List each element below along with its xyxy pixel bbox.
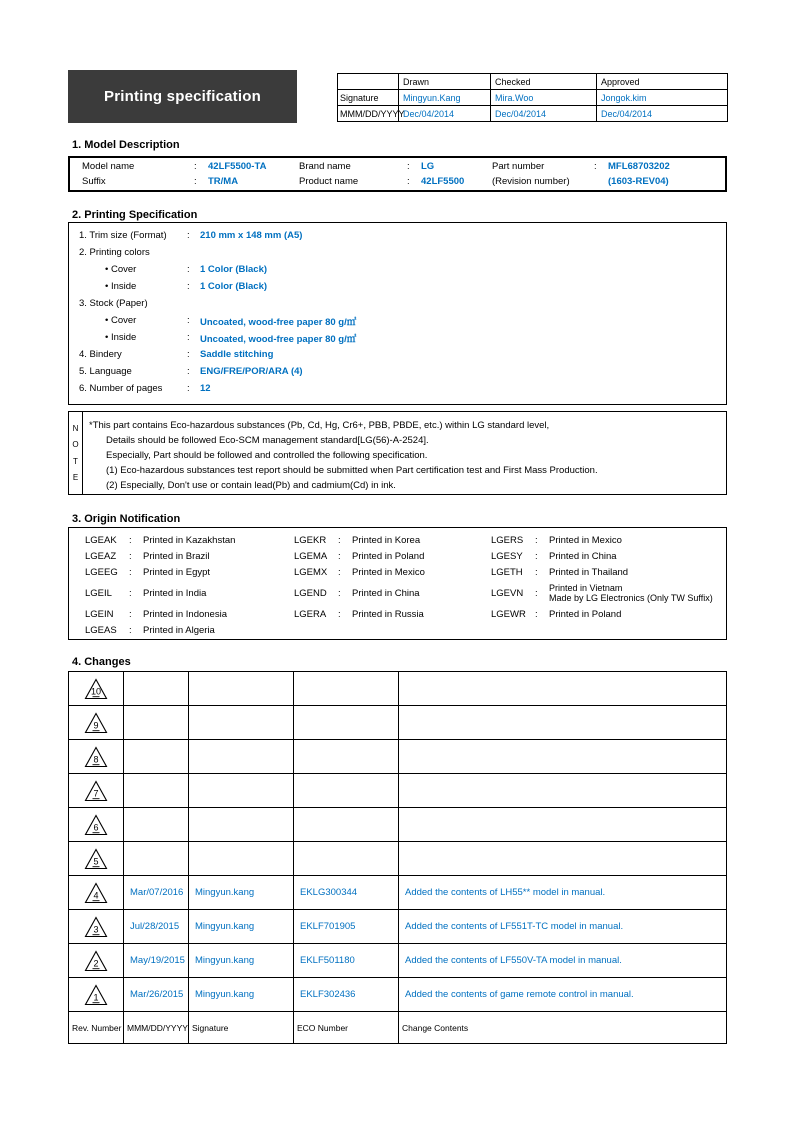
part-number-field: [492, 161, 725, 172]
change-row-10: [69, 672, 726, 706]
change-eco-number: EKLG300344: [294, 876, 399, 909]
origin-entry: [85, 564, 294, 580]
origin-location: Printed in Thailand: [549, 566, 629, 578]
svg-text:9: 9: [93, 720, 99, 730]
change-eco-number: [294, 808, 399, 841]
table-row: [70, 174, 725, 189]
signoff-header-approved: Approved: [597, 74, 728, 90]
change-date: Jul/28/2015: [124, 910, 189, 943]
origin-code: LGEVN: [491, 587, 524, 599]
field-colon: :: [407, 160, 410, 172]
change-signature: [189, 774, 294, 807]
printing-specification-box: [68, 222, 727, 405]
origin-entry: [294, 606, 491, 622]
origin-location: Printed in Mexico: [549, 534, 622, 546]
revision-number-cell: [69, 842, 124, 875]
checked-date-value: Dec/04/2014: [491, 106, 597, 122]
origin-code: LGEND: [294, 587, 327, 599]
origin-colon: :: [535, 566, 538, 578]
origin-location: Printed in China: [549, 550, 617, 562]
note-letter: T: [73, 456, 78, 466]
origin-colon: :: [535, 608, 538, 620]
svg-text:4: 4: [93, 890, 99, 900]
origin-entry: [85, 606, 294, 622]
field-label: Part number: [492, 160, 545, 172]
svg-text:6: 6: [93, 822, 99, 832]
origin-location: [549, 583, 713, 604]
product-name-field: [299, 176, 492, 187]
origin-colon: :: [338, 608, 341, 620]
origin-location: Printed in Korea: [352, 534, 421, 546]
change-row-4: [69, 876, 726, 910]
change-date: [124, 808, 189, 841]
change-row-3: [69, 910, 726, 944]
origin-location: Printed in Brazil: [143, 550, 210, 562]
spec-label: 6. Number of pages: [79, 383, 163, 394]
change-date: May/19/2015: [124, 944, 189, 977]
change-contents: [399, 774, 726, 807]
origin-location-line: Printed in Vietnam: [549, 582, 623, 593]
origin-colon: :: [338, 550, 341, 562]
origin-colon: :: [129, 608, 132, 620]
revision-number-cell: [69, 774, 124, 807]
change-row-2: [69, 944, 726, 978]
origin-entry: [491, 606, 726, 622]
origin-code: LGEAZ: [85, 550, 117, 562]
change-date: [124, 842, 189, 875]
change-eco-number: EKLF302436: [294, 978, 399, 1011]
section-heading-model-description: 1. Model Description: [72, 139, 180, 151]
spec-value: ENG/FRE/POR/ARA (4): [200, 366, 303, 377]
section-heading-printing-specification: 2. Printing Specification: [72, 209, 198, 221]
change-row-9: [69, 706, 726, 740]
field-label: Brand name: [299, 160, 351, 172]
change-date: [124, 706, 189, 739]
change-eco-number: EKLF501180: [294, 944, 399, 977]
svg-text:1: 1: [93, 992, 99, 1002]
origin-entry: [491, 580, 726, 606]
origin-code: LGEKR: [294, 534, 327, 546]
change-date: [124, 740, 189, 773]
date-row-label: MMM/DD/YYYY: [338, 106, 399, 122]
svg-text:10: 10: [90, 686, 102, 696]
spec-label: 5. Language: [79, 366, 132, 377]
changes-col-rev-number: Rev. Number: [69, 1012, 124, 1043]
origin-entry: [85, 622, 294, 638]
spec-colon: :: [187, 349, 190, 360]
table-row: [70, 159, 725, 174]
spec-label: 2. Printing colors: [79, 247, 150, 258]
revision-triangle-icon: [84, 848, 108, 870]
field-colon: :: [407, 176, 410, 188]
note-line: (1) Eco-hazardous substances test report should be submitted when Part certification test and First Mass Production.: [106, 465, 598, 476]
spec-label: • Inside: [105, 332, 137, 343]
changes-table: [68, 671, 727, 1044]
origin-entry: [294, 564, 491, 580]
origin-code: LGEWR: [491, 608, 526, 620]
revision-number-cell: [69, 808, 124, 841]
note-letter: E: [72, 473, 79, 483]
field-label: Suffix: [82, 176, 106, 188]
checked-signature-value: Mira.Woo: [491, 90, 597, 106]
spec-label: • Inside: [105, 281, 137, 292]
revision-triangle-icon: [84, 780, 108, 802]
origin-colon: :: [338, 587, 341, 599]
change-eco-number: [294, 706, 399, 739]
origin-entry: [294, 532, 491, 548]
origin-entry: [85, 580, 294, 606]
revision-number-cell: [69, 706, 124, 739]
section-heading-changes: 4. Changes: [72, 656, 131, 668]
signoff-corner-cell: [338, 74, 399, 90]
svg-text:5: 5: [93, 856, 99, 866]
field-label: Model name: [82, 160, 135, 172]
spec-colon: :: [187, 281, 190, 292]
spec-item-trim-size: [69, 227, 726, 244]
revision-number-cell: [69, 672, 124, 705]
change-contents: [399, 808, 726, 841]
field-value: MFL68703202: [608, 160, 670, 172]
change-row-6: [69, 808, 726, 842]
origin-code: LGEIN: [85, 608, 114, 620]
spec-item-stock-inside: [69, 329, 726, 346]
field-label: Product name: [299, 176, 359, 188]
changes-col-signature: Signature: [189, 1012, 294, 1043]
changes-col-date: MMM/DD/YYYY: [124, 1012, 189, 1043]
note-line: Details should be followed Eco-SCM management standard[LG(56)-A-2524].: [106, 435, 429, 446]
revision-triangle-icon: [84, 814, 108, 836]
svg-text:3: 3: [93, 924, 99, 934]
origin-location: Printed in Indonesia: [143, 608, 227, 620]
change-date: Mar/07/2016: [124, 876, 189, 909]
spec-label: 3. Stock (Paper): [79, 298, 148, 309]
revision-number-cell: [69, 876, 124, 909]
origin-location: Printed in Poland: [549, 608, 622, 620]
spec-item-printing-colors: [69, 244, 726, 261]
note-box: [68, 411, 727, 495]
change-row-5: [69, 842, 726, 876]
origin-location: Printed in India: [143, 587, 207, 599]
spec-colon: :: [187, 230, 190, 241]
note-line: (2) Especially, Don't use or contain lead(Pb) and cadmium(Cd) in ink.: [106, 480, 396, 491]
spec-item-bindery: [69, 346, 726, 363]
origin-location: Printed in China: [352, 587, 420, 599]
change-signature: Mingyun.kang: [189, 978, 294, 1011]
change-eco-number: [294, 740, 399, 773]
revision-triangle-icon: [84, 950, 108, 972]
spec-label: • Cover: [105, 264, 137, 275]
origin-colon: :: [338, 566, 341, 578]
field-value: TR/MA: [208, 176, 239, 188]
change-signature: Mingyun.kang: [189, 876, 294, 909]
origin-entry: [491, 548, 726, 564]
origin-code: LGESY: [491, 550, 523, 562]
field-colon: :: [194, 176, 197, 188]
model-name-field: [82, 161, 299, 172]
origin-colon: :: [129, 534, 132, 546]
change-row-8: [69, 740, 726, 774]
spec-value: 210 mm x 148 mm (A5): [200, 230, 303, 241]
change-eco-number: EKLF701905: [294, 910, 399, 943]
signoff-header-drawn: Drawn: [399, 74, 491, 90]
change-signature: [189, 740, 294, 773]
origin-colon: :: [535, 587, 538, 599]
approved-signature-value: Jongok.kim: [597, 90, 728, 106]
signoff-date-row: [338, 106, 728, 122]
signoff-header-row: [338, 74, 728, 90]
field-colon: :: [194, 160, 197, 172]
origin-entry: [491, 564, 726, 580]
spec-value: Uncoated, wood-free paper 80 g/㎡: [200, 333, 357, 345]
note-letter: N: [72, 423, 79, 433]
change-contents: [399, 672, 726, 705]
revision-triangle-icon: [84, 916, 108, 938]
origin-entry-empty: [294, 622, 491, 638]
origin-code: LGEIL: [85, 587, 112, 599]
spec-item-language: [69, 363, 726, 380]
model-description-table: [68, 156, 727, 192]
field-value: LG: [421, 160, 435, 172]
note-body: [83, 412, 726, 494]
change-contents: Added the contents of LH55** model in manual.: [405, 887, 606, 898]
drawn-signature-value: Mingyun.Kang: [399, 90, 491, 106]
change-date: [124, 672, 189, 705]
origin-code: LGERA: [294, 608, 327, 620]
revision-triangle-icon: [84, 678, 108, 700]
origin-colon: :: [129, 566, 132, 578]
section-heading-origin-notification: 3. Origin Notification: [72, 513, 181, 525]
spec-colon: :: [187, 264, 190, 275]
origin-colon: :: [129, 550, 132, 562]
origin-notification-box: [68, 527, 727, 640]
change-date: Mar/26/2015: [124, 978, 189, 1011]
change-eco-number: [294, 774, 399, 807]
revision-triangle-icon: [84, 882, 108, 904]
change-signature: [189, 706, 294, 739]
origin-code: LGEMA: [294, 550, 328, 562]
origin-entry-empty: [491, 622, 726, 638]
change-signature: Mingyun.kang: [189, 910, 294, 943]
revision-number-cell: [69, 978, 124, 1011]
origin-location: Printed in Egypt: [143, 566, 211, 578]
change-eco-number: [294, 842, 399, 875]
change-row-7: [69, 774, 726, 808]
origin-location: Printed in Mexico: [352, 566, 425, 578]
change-contents: [399, 706, 726, 739]
origin-code: LGEAK: [85, 534, 117, 546]
brand-name-field: [299, 161, 492, 172]
revision-number-cell: [69, 910, 124, 943]
revision-triangle-icon: [84, 712, 108, 734]
origin-colon: :: [535, 550, 538, 562]
field-value: (1603-REV04): [608, 176, 669, 188]
spec-item-colors-inside: [69, 278, 726, 295]
spec-colon: :: [187, 332, 190, 343]
svg-text:8: 8: [93, 754, 99, 764]
spec-colon: :: [187, 383, 190, 394]
origin-code: LGEEG: [85, 566, 118, 578]
change-contents: Added the contents of LF551T-TC model in manual.: [405, 921, 624, 932]
origin-location: Printed in Poland: [352, 550, 425, 562]
change-signature: Mingyun.kang: [189, 944, 294, 977]
change-signature: [189, 808, 294, 841]
origin-location: Printed in Russia: [352, 608, 424, 620]
origin-code: LGETH: [491, 566, 523, 578]
origin-colon: :: [338, 534, 341, 546]
spec-item-colors-cover: [69, 261, 726, 278]
suffix-field: [82, 176, 299, 187]
change-signature: [189, 672, 294, 705]
revision-number-field: [492, 176, 725, 187]
origin-entry: [85, 532, 294, 548]
spec-colon: :: [187, 315, 190, 326]
origin-location-line: Made by LG Electronics (Only TW Suffix): [549, 593, 713, 603]
change-contents: Added the contents of game remote control in manual.: [405, 989, 634, 1000]
change-contents: [399, 842, 726, 875]
origin-entry: [85, 548, 294, 564]
revision-number-cell: [69, 740, 124, 773]
signature-row-label: Signature: [338, 90, 399, 106]
spec-value: 1 Color (Black): [200, 264, 268, 275]
origin-colon: :: [535, 534, 538, 546]
spec-value: 1 Color (Black): [200, 281, 268, 292]
field-colon: :: [594, 160, 597, 172]
change-contents: [399, 740, 726, 773]
approved-date-value: Dec/04/2014: [597, 106, 728, 122]
origin-location: Printed in Kazakhstan: [143, 534, 236, 546]
note-line: Especially, Part should be followed and controlled the following specification.: [106, 450, 428, 461]
origin-entry: [491, 532, 726, 548]
document-title: Printing specification: [104, 88, 261, 105]
origin-entry: [294, 548, 491, 564]
note-line: *This part contains Eco-hazardous substances (Pb, Cd, Hg, Cr6+, PBB, PBDE, etc.) within LG standard level,: [89, 420, 550, 431]
change-signature: [189, 842, 294, 875]
origin-code: LGEAS: [85, 624, 117, 636]
svg-text:2: 2: [93, 958, 99, 968]
signoff-signature-row: [338, 90, 728, 106]
revision-number-cell: [69, 944, 124, 977]
origin-code: LGERS: [491, 534, 524, 546]
spec-item-number-of-pages: [69, 380, 726, 397]
origin-entry: [294, 580, 491, 606]
signoff-header-checked: Checked: [491, 74, 597, 90]
signoff-table: [337, 73, 728, 122]
spec-item-stock-paper: [69, 295, 726, 312]
changes-col-eco-number: ECO Number: [294, 1012, 399, 1043]
origin-code: LGEMX: [294, 566, 328, 578]
spec-label: 4. Bindery: [79, 349, 122, 360]
svg-text:7: 7: [93, 788, 99, 798]
field-value: 42LF5500-TA: [208, 160, 267, 172]
origin-colon: :: [129, 587, 132, 599]
spec-value: Uncoated, wood-free paper 80 g/㎡: [200, 316, 357, 328]
change-row-1: [69, 978, 726, 1012]
change-date: [124, 774, 189, 807]
document-title-box: [68, 70, 297, 123]
revision-triangle-icon: [84, 746, 108, 768]
note-vertical-label: [69, 412, 83, 494]
spec-value: Saddle stitching: [200, 349, 274, 360]
change-eco-number: [294, 672, 399, 705]
note-letter: O: [72, 440, 79, 450]
origin-colon: :: [129, 624, 132, 636]
spec-item-stock-cover: [69, 312, 726, 329]
origin-grid: [85, 532, 726, 638]
origin-location: Printed in Algeria: [143, 624, 215, 636]
changes-header-row: [69, 1012, 726, 1043]
field-value: 42LF5500: [421, 176, 465, 188]
changes-col-change-contents: Change Contents: [402, 1022, 469, 1033]
drawn-date-value: Dec/04/2014: [399, 106, 491, 122]
spec-colon: :: [187, 366, 190, 377]
spec-value: 12: [200, 383, 211, 394]
field-label: (Revision number): [492, 176, 570, 188]
revision-triangle-icon: [84, 984, 108, 1006]
spec-label: 1. Trim size (Format): [79, 230, 167, 241]
spec-label: • Cover: [105, 315, 137, 326]
change-contents: Added the contents of LF550V-TA model in manual.: [405, 955, 622, 966]
